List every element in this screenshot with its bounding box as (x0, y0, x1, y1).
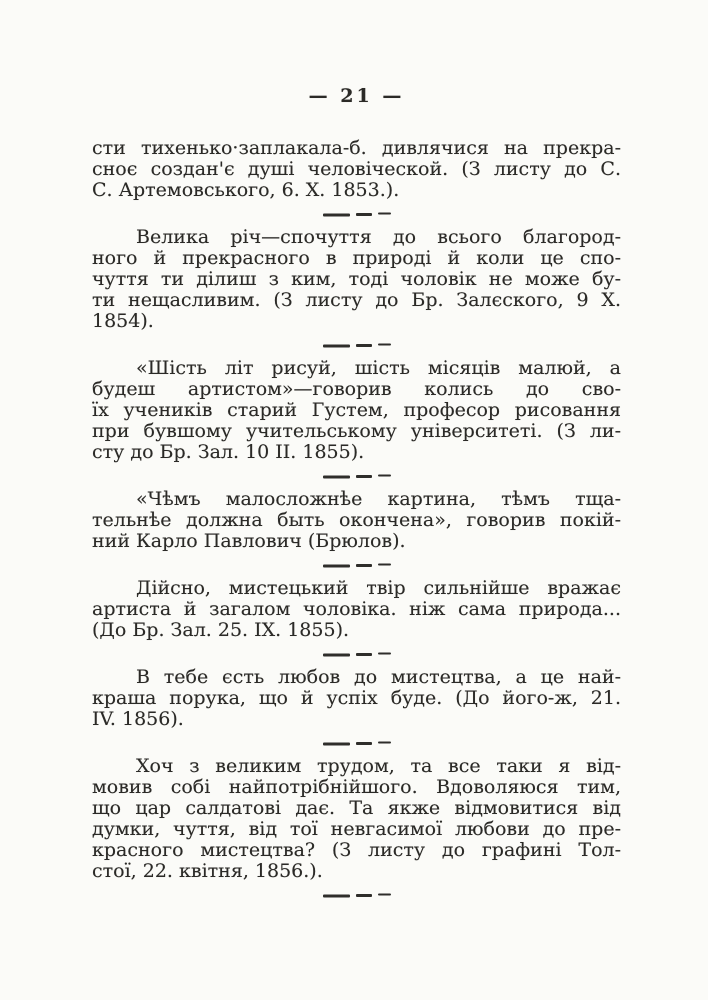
text-line: чуття ти ділиш з ким, тоді чоловік не може бу- (92, 268, 621, 290)
text-line: сту до Бр. Зал. 10 II. 1855). (92, 441, 365, 463)
text-line: ного й прекрасного в природі й коли це спо- (92, 247, 621, 269)
text-line: ний Карло Павлович (Брюлов). (92, 530, 406, 552)
paragraph (92, 756, 621, 882)
text-line: що цар салдатові дає. Та якже відмовитися від (92, 797, 621, 819)
text-line: В тебе єсть любов до мистецтва, а це най- (136, 666, 621, 688)
text-line: красного мистецтва? (З листу до графині Тол- (92, 839, 621, 861)
paragraph (92, 489, 621, 552)
text-line: стої, 22. квітня, 1856.). (92, 860, 323, 882)
divider-dash (356, 742, 372, 745)
divider-dash (378, 563, 391, 566)
divider-dash (356, 344, 372, 347)
ornamental-divider (92, 741, 621, 745)
text-line: будеш артистом»—говорив колись до сво- (92, 378, 621, 400)
divider-dash (356, 475, 372, 478)
text-line: думки, чуття, від тої невгасимої любови до пре- (92, 818, 621, 840)
text-line: 1854). (92, 310, 154, 332)
divider-dash (378, 741, 391, 744)
text-line: при бувшому учительському університеті. (З ли- (92, 420, 621, 442)
divider-dash (356, 653, 372, 656)
ornamental-divider (92, 343, 621, 347)
paragraph (92, 358, 621, 463)
divider-dash (323, 476, 350, 479)
divider-dash (378, 343, 391, 346)
divider-dash (378, 212, 391, 215)
ornamental-divider (92, 893, 621, 897)
text-line: (До Бр. Зал. 25. IX. 1855). (92, 619, 350, 641)
ornamental-divider (92, 563, 621, 567)
paragraph (92, 138, 621, 201)
text-line: артиста й загалом чоловіка. ніж сама природа... (92, 598, 621, 620)
text-line: мовив собі найпотрібнійшого. Вдоволяюся тим, (92, 776, 621, 798)
divider-dash (323, 654, 350, 657)
divider-dash (323, 214, 350, 217)
divider-dash (356, 564, 372, 567)
text-line: «Шість літ рисуй, шість місяців малюй, а (136, 357, 621, 379)
page-content (92, 138, 621, 897)
text-line: краша порука, що й успіх буде. (До його-ж, 21. (92, 687, 621, 709)
divider-dash (323, 345, 350, 348)
text-line: Велика річ—спочуття до всього благород- (136, 226, 621, 248)
text-line: С. Артемовського, 6. X. 1853.). (92, 179, 400, 201)
paragraph (92, 227, 621, 332)
text-line: «Чѣмъ малосложнѣе картина, тѣмъ тща- (136, 488, 621, 510)
divider-dash (378, 893, 391, 896)
ornamental-divider (92, 652, 621, 656)
divider-dash (356, 213, 372, 216)
text-line: їх учеників старий Густем, професор рисовання (92, 399, 621, 421)
text-line: сти тихенько·заплакала-б. дивлячися на прекра- (92, 137, 621, 159)
ornamental-divider (92, 474, 621, 478)
divider-dash (323, 895, 350, 898)
divider-dash (323, 743, 350, 746)
divider-dash (323, 565, 350, 568)
ornamental-divider (92, 212, 621, 216)
page-number: — 21 — (308, 85, 405, 107)
divider-dash (378, 652, 391, 655)
divider-dash (378, 474, 391, 477)
paragraph (92, 578, 621, 641)
text-line: Дійсно, мистецький твір сильнійше вражає (136, 577, 621, 599)
paragraph (92, 667, 621, 730)
text-line: Хоч з великим трудом, та все таки я від- (136, 755, 621, 777)
text-line: сноє создан'є душі человіческой. (З листу до С. (92, 158, 621, 180)
divider-dash (356, 894, 372, 897)
text-line: ти нещасливим. (З листу до Бр. Залєского, 9 X. (92, 289, 621, 311)
text-line: IV. 1856). (92, 708, 184, 730)
text-line: тельнѣе должна быть окончена», говорив покій- (92, 509, 621, 531)
